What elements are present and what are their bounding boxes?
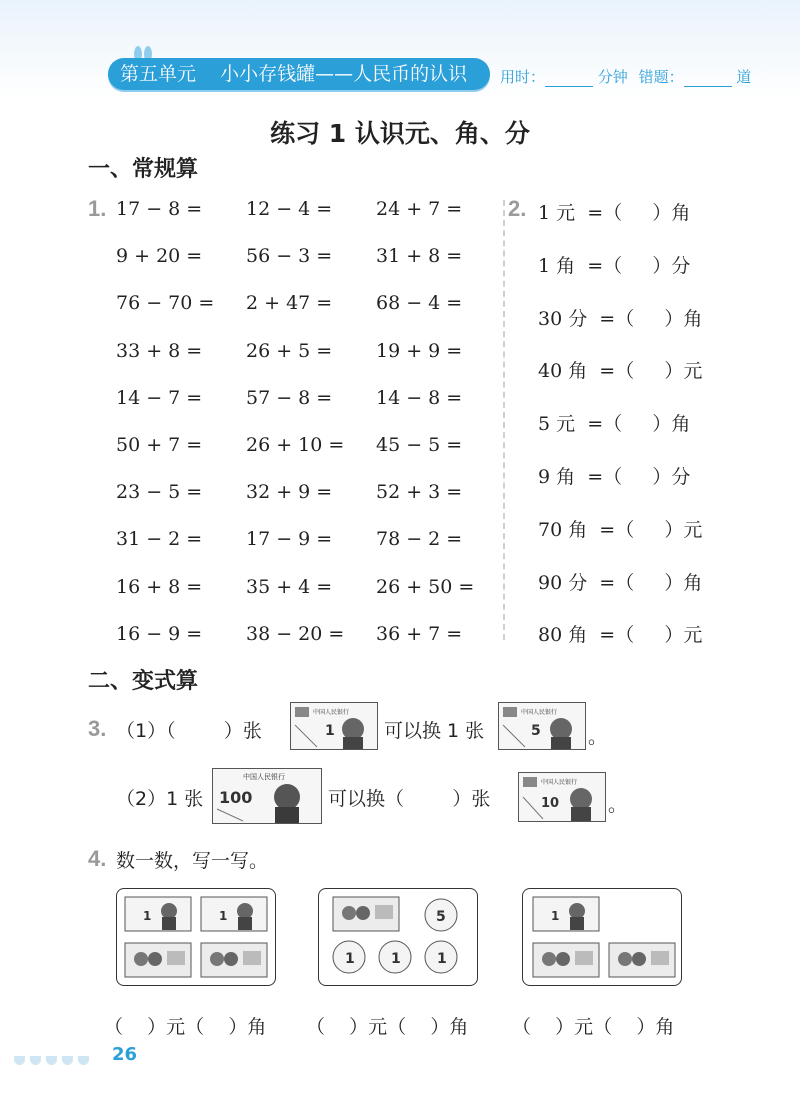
q1-expression: 14 − 8 =: [376, 386, 463, 409]
q1-expression: 33 + 8 =: [116, 339, 203, 362]
unit-label: 第五单元: [120, 63, 197, 85]
errors-label: 错题：: [638, 68, 684, 86]
time-unit: 分钟: [597, 68, 628, 86]
five-jiao-coin: [425, 899, 457, 931]
q1-expression: 50 + 7 =: [116, 434, 203, 456]
q1-expression: 19 + 9 =: [376, 339, 463, 362]
coin-denom: 1: [437, 951, 447, 967]
one-yuan-coin: [425, 941, 457, 973]
q1-expression: 17 − 8 =: [116, 198, 203, 220]
q1-expression: 36 + 7 =: [376, 622, 463, 645]
question-number-3: 3.: [88, 716, 107, 741]
question-number-4: 4.: [88, 846, 107, 871]
q1-expression: 12 − 4 =: [246, 198, 333, 220]
note-bank-text: 中国人民银行: [313, 709, 350, 716]
note-denom: 100: [219, 788, 253, 807]
q3-part2-text: （2）1 张: [116, 788, 204, 810]
note-bank-text: 中国人民银行: [521, 709, 558, 716]
q2-conversion[interactable]: 30 分 =（ ）角: [538, 307, 703, 330]
q1-expression: 26 + 5 =: [246, 339, 333, 362]
q1-expression: 52 + 3 =: [376, 481, 463, 504]
column-divider: [503, 200, 505, 640]
note-bank-text: 中国人民银行: [541, 779, 578, 786]
page-number: 26: [112, 1044, 138, 1065]
q1-expression: 31 + 8 =: [376, 245, 463, 268]
question-number-1: 1.: [88, 196, 107, 221]
q3-part1-text: （1）（ ）张: [116, 720, 262, 742]
q1-expression: 26 + 10 =: [246, 434, 345, 456]
note-denom: 1: [551, 909, 560, 923]
q3-part2-end: 。: [608, 794, 628, 816]
coin-denom: 5: [436, 909, 446, 925]
q2-conversion[interactable]: 1 元 =（ ）角: [538, 202, 691, 224]
jiao-note: [333, 897, 399, 931]
one-yuan-note: [290, 702, 378, 750]
money-box-3: [522, 888, 682, 986]
q4-answer-3[interactable]: （ ）元（ ）角: [512, 1016, 675, 1038]
unit-banner: [108, 58, 490, 90]
q1-expression: 16 + 8 =: [116, 575, 203, 598]
note-denom: 1: [143, 909, 152, 923]
question-number-2: 2.: [508, 196, 527, 221]
note-denom: 1: [219, 909, 228, 923]
errors-unit: 道: [736, 68, 752, 86]
q1-expression: 56 − 3 =: [246, 245, 333, 268]
section-heading-2: 二、变式算: [88, 669, 199, 694]
jiao-note: [125, 943, 191, 977]
q3-part2-mid: 可以换（ ）张: [328, 788, 491, 810]
errors-blank[interactable]: [684, 72, 732, 87]
jiao-note: [533, 943, 599, 977]
q3-part1-end: 。: [588, 726, 608, 748]
money-box-1: [116, 888, 276, 986]
q2-conversion[interactable]: 40 角 =（ ）元: [538, 360, 703, 383]
one-yuan-coin: [333, 941, 365, 973]
q1-expression: 9 + 20 =: [116, 245, 203, 268]
ten-yuan-note: [518, 772, 606, 822]
q1-expression: 32 + 9 =: [246, 481, 333, 504]
q2-conversion[interactable]: 1 角 =（ ）分: [538, 254, 691, 277]
footer-decoration: [14, 1050, 94, 1069]
q1-expression: 17 − 9 =: [246, 528, 333, 551]
q2-conversion[interactable]: 80 角 =（ ）元: [538, 624, 703, 647]
q1-expression: 78 − 2 =: [376, 528, 463, 551]
time-label: 用时：: [500, 68, 546, 86]
q2-conversion[interactable]: 5 元 =（ ）角: [538, 413, 691, 436]
one-yuan-coin: [379, 941, 411, 973]
jiao-note: [201, 943, 267, 977]
q2-conversion[interactable]: 90 分 =（ ）角: [538, 571, 703, 594]
q1-expression: 23 − 5 =: [116, 481, 203, 504]
page-title: 练习 1 认识元、角、分: [270, 119, 530, 148]
q1-expression: 57 − 8 =: [246, 386, 333, 409]
q1-expression: 38 − 20 =: [246, 622, 345, 645]
q2-conversion[interactable]: 9 角 =（ ）分: [538, 466, 691, 488]
jiao-note: [609, 943, 675, 977]
time-blank[interactable]: [545, 72, 593, 87]
hundred-yuan-note: [212, 768, 322, 824]
q4-prompt: 数一数，写一写。: [116, 850, 269, 872]
five-yuan-note: [498, 702, 586, 750]
q1-expression: 16 − 9 =: [116, 622, 203, 645]
time-tracker: [500, 66, 751, 87]
q3-part1-mid: 可以换 1 张: [384, 720, 485, 742]
q1-expression: 68 − 4 =: [376, 292, 463, 315]
one-yuan-note: [125, 897, 191, 931]
q1-expression: 26 + 50 =: [376, 575, 475, 598]
note-denom: 1: [325, 723, 335, 739]
q1-expression: 2 + 47 =: [246, 292, 333, 315]
one-yuan-note: [201, 897, 267, 931]
coin-denom: 1: [391, 951, 401, 967]
q2-conversion[interactable]: 70 角 =（ ）元: [538, 518, 703, 541]
q1-expression: 14 − 7 =: [116, 386, 203, 409]
unit-topic: 小小存钱罐——人民币的认识: [220, 63, 468, 85]
q1-expression: 24 + 7 =: [376, 198, 463, 220]
note-bank-text: 中国人民银行: [243, 773, 285, 781]
q4-answer-1[interactable]: （ ）元（ ）角: [104, 1016, 267, 1038]
section-heading-1: 一、常规算: [88, 157, 199, 182]
note-denom: 5: [531, 723, 541, 739]
q1-expression: 31 − 2 =: [116, 528, 203, 551]
q1-expression: 45 − 5 =: [376, 434, 463, 456]
q1-expression: 35 + 4 =: [246, 575, 333, 598]
one-yuan-note: [533, 897, 599, 931]
q4-answer-2[interactable]: （ ）元（ ）角: [306, 1016, 469, 1038]
coin-denom: 1: [345, 951, 355, 967]
money-box-2: [318, 888, 478, 986]
q1-expression: 76 − 70 =: [116, 292, 215, 315]
note-denom: 10: [541, 796, 560, 811]
